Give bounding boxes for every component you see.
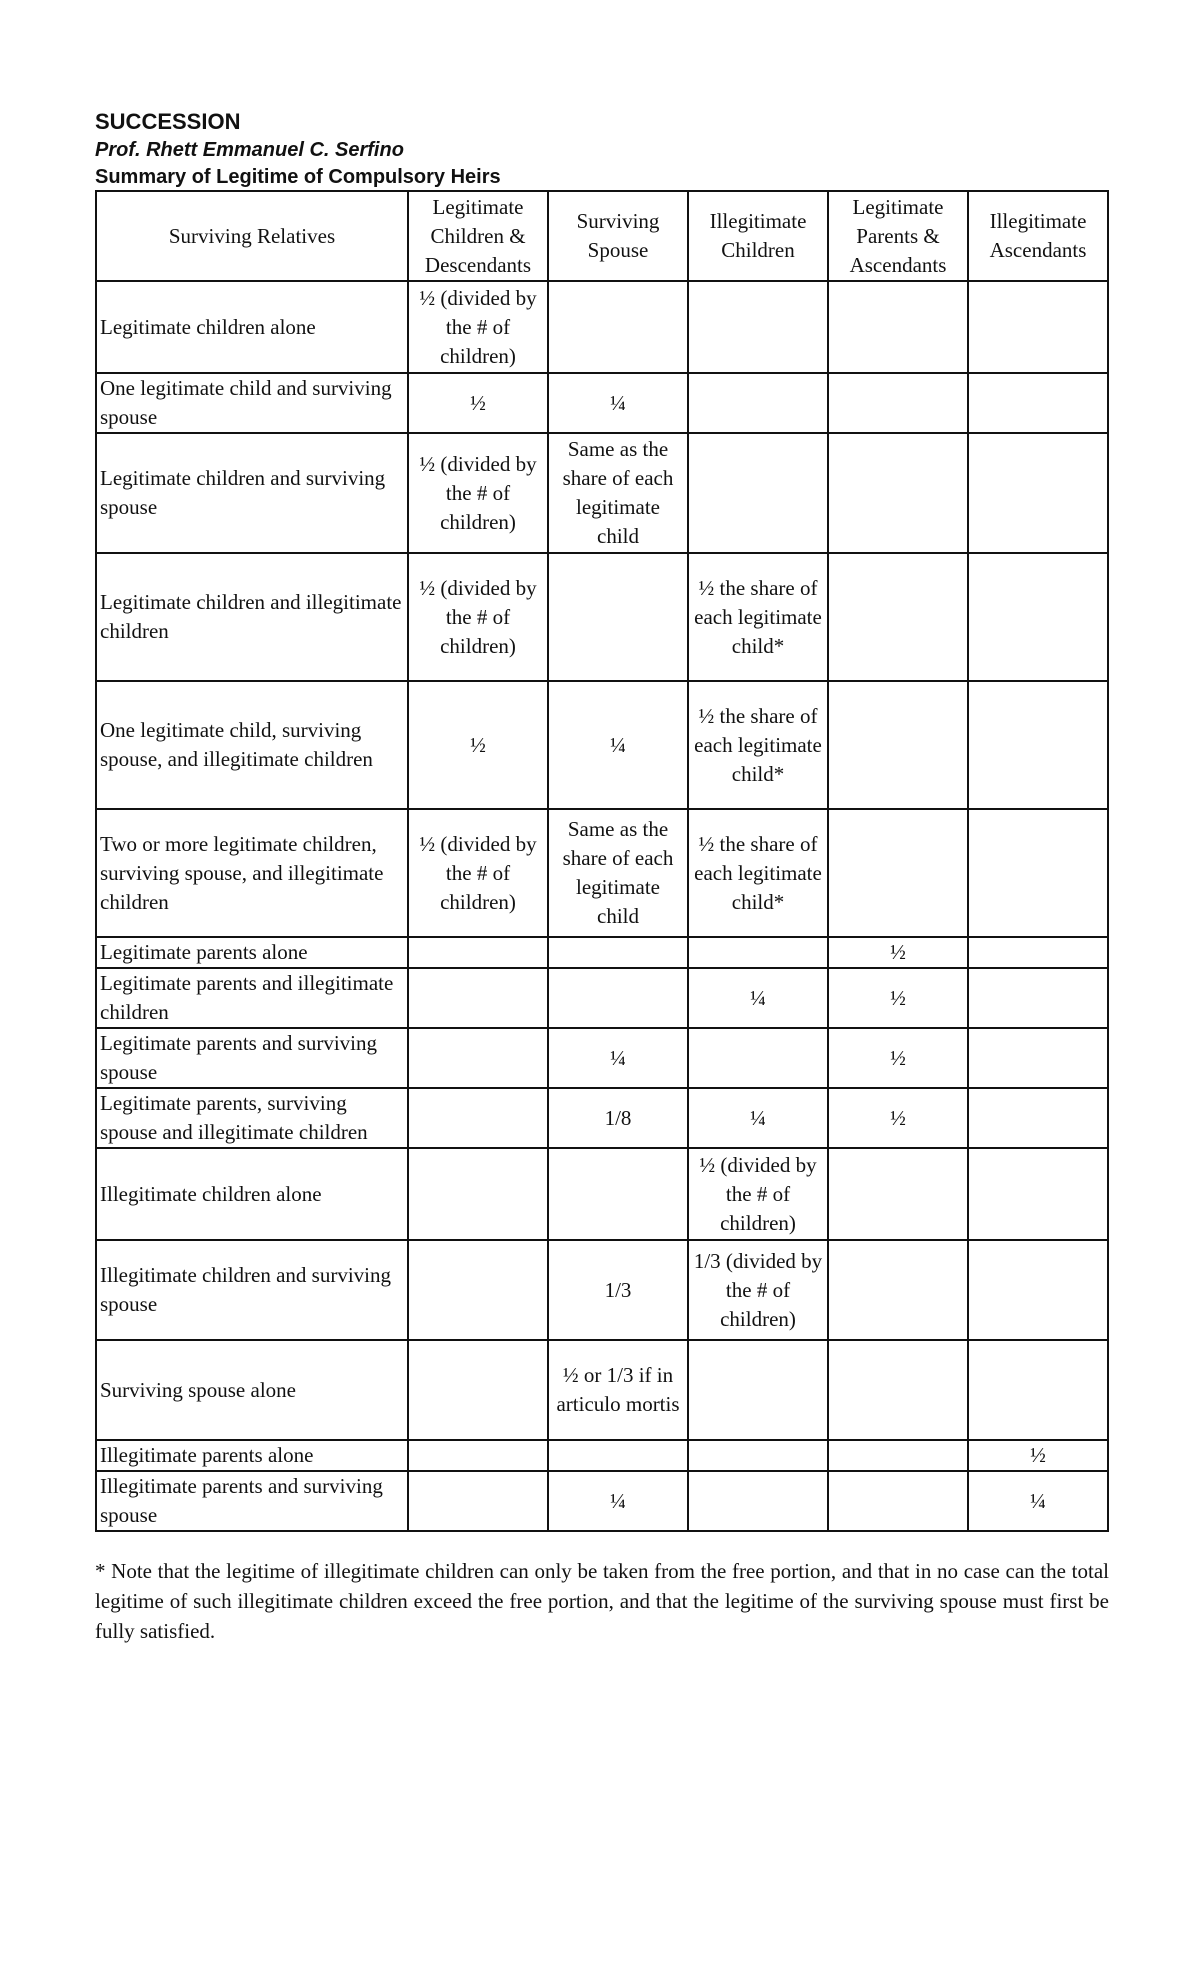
table-cell: Legitimate parents and illegitimate children <box>96 968 408 1028</box>
table-cell <box>408 968 548 1028</box>
table-cell: One legitimate child and surviving spouse <box>96 373 408 433</box>
table-row <box>96 1340 1108 1440</box>
table-row <box>96 809 1108 937</box>
table-cell <box>688 1440 828 1471</box>
table-cell <box>408 1148 548 1240</box>
table-cell: Legitimate children alone <box>96 281 408 373</box>
table-cell <box>968 1028 1108 1088</box>
table-title: Summary of Legitime of Compulsory Heirs <box>95 166 501 188</box>
table-cell: ½ the share of each legitimate child* <box>688 681 828 809</box>
table-cell <box>828 1471 968 1531</box>
table-cell: ¼ <box>548 681 688 809</box>
author-name: Prof. Rhett Emmanuel C. Serfino <box>95 139 404 161</box>
document-title: SUCCESSION <box>95 109 241 134</box>
table-row <box>96 681 1108 809</box>
table-cell <box>688 433 828 553</box>
table-cell: ¼ <box>968 1471 1108 1531</box>
table-cell <box>968 373 1108 433</box>
footnote <box>95 1556 1109 1646</box>
table-cell: ½ <box>828 1028 968 1088</box>
document-page <box>95 108 1109 1646</box>
table-cell <box>548 281 688 373</box>
table-cell <box>688 1340 828 1440</box>
column-header: Legitimate Children & Descendants <box>408 191 548 281</box>
table-row <box>96 937 1108 968</box>
table-cell <box>548 553 688 681</box>
table-cell <box>548 1440 688 1471</box>
table-cell: ½ the share of each legitimate child* <box>688 809 828 937</box>
table-cell: ¼ <box>548 1028 688 1088</box>
table-cell <box>968 809 1108 937</box>
table-cell: Legitimate children and illegitimate children <box>96 553 408 681</box>
table-cell: Same as the share of each legitimate child <box>548 433 688 553</box>
table-cell: ¼ <box>548 373 688 433</box>
table-cell <box>548 1148 688 1240</box>
table-cell <box>828 433 968 553</box>
table-cell <box>968 968 1108 1028</box>
table-cell: 1/3 (divided by the # of children) <box>688 1240 828 1340</box>
table-cell <box>408 1028 548 1088</box>
table-cell <box>408 1088 548 1148</box>
table-cell <box>688 1471 828 1531</box>
table-row <box>96 1240 1108 1340</box>
table-cell: ½ (divided by the # of children) <box>408 433 548 553</box>
table-cell <box>828 1340 968 1440</box>
table-cell: Same as the share of each legitimate child <box>548 809 688 937</box>
table-cell: ½ (divided by the # of children) <box>408 809 548 937</box>
table-cell <box>828 281 968 373</box>
column-header: Legitimate Parents & Ascendants <box>828 191 968 281</box>
table-cell <box>828 373 968 433</box>
table-cell: Legitimate children and surviving spouse <box>96 433 408 553</box>
table-cell: ½ (divided by the # of children) <box>408 553 548 681</box>
table-cell: 1/8 <box>548 1088 688 1148</box>
table-cell <box>968 281 1108 373</box>
table-cell <box>408 1340 548 1440</box>
table-cell <box>408 1471 548 1531</box>
table-cell <box>968 1088 1108 1148</box>
table-cell <box>688 937 828 968</box>
table-cell: ½ or 1/3 if in articulo mortis <box>548 1340 688 1440</box>
table-cell <box>828 809 968 937</box>
table-row <box>96 281 1108 373</box>
table-cell: ½ <box>968 1440 1108 1471</box>
table-cell <box>408 937 548 968</box>
table-cell <box>688 1028 828 1088</box>
table-row <box>96 433 1108 553</box>
table-cell: ¼ <box>688 1088 828 1148</box>
table-cell: ½ (divided by the # of children) <box>688 1148 828 1240</box>
table-cell <box>828 553 968 681</box>
legitime-table <box>95 190 1109 1532</box>
table-cell: Illegitimate parents and surviving spouse <box>96 1471 408 1531</box>
table-cell <box>968 553 1108 681</box>
table-cell <box>828 1148 968 1240</box>
column-header: Illegitimate Children <box>688 191 828 281</box>
table-cell: ½ <box>828 937 968 968</box>
table-cell: ½ <box>828 1088 968 1148</box>
column-header: Illegitimate Ascendants <box>968 191 1108 281</box>
table-cell: ½ <box>828 968 968 1028</box>
table-cell: ¼ <box>548 1471 688 1531</box>
table-cell <box>548 968 688 1028</box>
table-cell: ½ <box>408 681 548 809</box>
table-cell: Illegitimate parents alone <box>96 1440 408 1471</box>
table-cell: Surviving spouse alone <box>96 1340 408 1440</box>
table-row <box>96 968 1108 1028</box>
table-cell: ½ <box>408 373 548 433</box>
table-cell <box>968 681 1108 809</box>
table-row <box>96 1440 1108 1471</box>
table-cell <box>408 1240 548 1340</box>
table-cell <box>968 937 1108 968</box>
table-cell: Illegitimate children alone <box>96 1148 408 1240</box>
table-row <box>96 373 1108 433</box>
table-cell: 1/3 <box>548 1240 688 1340</box>
table-cell: Legitimate parents and surviving spouse <box>96 1028 408 1088</box>
table-cell <box>828 681 968 809</box>
table-cell: Legitimate parents, surviving spouse and illegitimate children <box>96 1088 408 1148</box>
table-cell <box>968 1240 1108 1340</box>
table-row <box>96 1148 1108 1240</box>
table-cell <box>688 373 828 433</box>
table-header-row <box>96 191 1108 281</box>
table-cell: Legitimate parents alone <box>96 937 408 968</box>
table-cell: Illegitimate children and surviving spouse <box>96 1240 408 1340</box>
table-cell <box>968 433 1108 553</box>
table-cell: ¼ <box>688 968 828 1028</box>
table-row <box>96 1471 1108 1531</box>
table-cell <box>548 937 688 968</box>
column-header: Surviving Spouse <box>548 191 688 281</box>
table-cell: One legitimate child, surviving spouse, and illegitimate children <box>96 681 408 809</box>
table-cell <box>968 1340 1108 1440</box>
table-cell <box>688 281 828 373</box>
table-cell <box>828 1440 968 1471</box>
column-header: Surviving Relatives <box>96 191 408 281</box>
footnote-text: * Note that the legitime of illegitimate children can only be taken from the free portion, and that in no case can the total legitime of such illegitimate children exceed the free portion, and that the legitime of the surviving spouse must first be fully satisfied. <box>95 1559 1109 1643</box>
table-cell <box>408 1440 548 1471</box>
table-row <box>96 1088 1108 1148</box>
table-row <box>96 553 1108 681</box>
table-cell <box>828 1240 968 1340</box>
table-cell: ½ (divided by the # of children) <box>408 281 548 373</box>
table-cell <box>968 1148 1108 1240</box>
table-cell: Two or more legitimate children, surviving spouse, and illegitimate children <box>96 809 408 937</box>
table-cell: ½ the share of each legitimate child* <box>688 553 828 681</box>
table-row <box>96 1028 1108 1088</box>
